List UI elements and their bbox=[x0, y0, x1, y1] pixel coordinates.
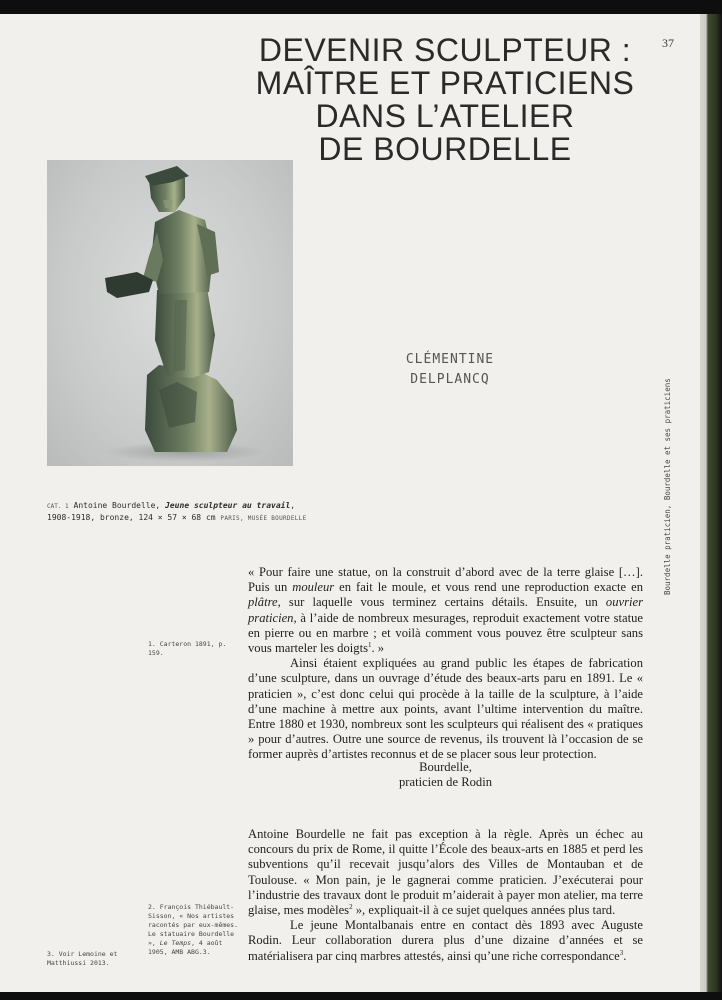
footnote-2-text: 2. François Thiébault-Sisson, « Nos artistes racontés par eux-mêmes. Le statuaire Bourdelle », bbox=[148, 903, 239, 947]
author-name bbox=[380, 350, 520, 390]
body-paragraph: Ainsi étaient expliquées au grand public les étapes de fabrication d’une sculpture, dans un ouvrage d’étude des beaux-arts paru en 1891. Le « praticien », c’est donc celui qui procède à la taille de la sculpture, à l’aide d’une machine à mettre aux points, avant l’ultime intervention du maître. Entre 1880 et 1930, nombreux sont les sculpteurs qui réalisent des « pratiques » pour d’autres. Outre une source de revenus, ils trouvent là l’occasion de se former auprès d’artistes reconnus et de se placer sous leur protection. bbox=[248, 656, 643, 762]
section-heading bbox=[248, 760, 643, 790]
figure-caption bbox=[47, 500, 307, 524]
text-run-italic: plâtre bbox=[248, 595, 278, 610]
section-heading-line: Bourdelle, bbox=[419, 760, 472, 774]
section-text bbox=[248, 827, 643, 964]
footnote-ref: 3 bbox=[619, 948, 624, 957]
intro-text bbox=[248, 565, 643, 763]
text-run-italic: ouvrier praticien bbox=[248, 595, 643, 625]
footnote-ref: 2 bbox=[349, 902, 353, 911]
text-run: . bbox=[623, 948, 627, 963]
title-line: MAÎTRE ET PRATICIENS bbox=[255, 65, 635, 101]
text-run: « Pour faire une statue, on la construit d’abord avec de la terre glaise […]. Puis un bbox=[248, 565, 643, 595]
page-edge-binding bbox=[700, 14, 722, 992]
author-line: CLÉMENTINE bbox=[405, 352, 495, 367]
article-title bbox=[245, 34, 645, 166]
body-paragraph bbox=[248, 827, 643, 918]
caption-work-title: Jeune sculpteur au travail bbox=[165, 501, 291, 510]
text-run: , sur laquelle vous terminez certains détails. Ensuite, un bbox=[277, 595, 606, 610]
footnote-1: 1. Carteron 1891, p. 159. bbox=[148, 640, 227, 657]
title-line: DE BOURDELLE bbox=[318, 131, 572, 167]
quote-paragraph bbox=[248, 565, 643, 656]
running-head: Bourdelle praticien, Bourdelle et ses praticiens bbox=[663, 378, 672, 595]
footnote-2 bbox=[148, 903, 244, 957]
footnote-2-journal: Le Temps bbox=[159, 939, 192, 947]
text-run: , à l’aide de nombreux mesurages, reproduit exactement votre statue en pierre ou en marbre ; et voilà comment vous pouvez être sculpteur sans vous marteler les doigts bbox=[248, 610, 643, 656]
text-run: en fait le moule, et vous rend une reproduction exacte en bbox=[334, 580, 643, 595]
title-line: DEVENIR SCULPTEUR : bbox=[258, 32, 632, 68]
title-line: DANS L’ATELIER bbox=[315, 98, 575, 134]
bronze-statue-illustration bbox=[47, 160, 293, 466]
footnote-ref: 1 bbox=[367, 640, 372, 649]
caption-artist: Antoine Bourdelle, bbox=[73, 501, 161, 510]
text-run: . » bbox=[371, 641, 385, 656]
caption-credit: PARIS, MUSÉE BOURDELLE bbox=[220, 515, 307, 522]
author-line: DELPLANCQ bbox=[410, 372, 490, 387]
footnote-3: 3. Voir Lemoine et Matthiussi 2013. bbox=[47, 950, 118, 967]
sculpture-photo bbox=[47, 160, 293, 466]
footnote-2-post: , 4 août 1905, AMB ABG.3. bbox=[148, 939, 223, 956]
text-run: Antoine Bourdelle ne fait pas exception à la règle. Après un échec au concours du prix de Rome, il quitte l’École des beaux-arts en 1885 et perd les subventions qu’il recevait jusqu’alors des Villes de Montauban et de Toulouse. « Mon pain, je le gagnerai comme praticien. J’exécuterai pour l’industrie des travaux dont le produit m’aiderait à payer mon atelier, ma terre glaise, mes modèles bbox=[248, 827, 643, 918]
caption-details: , 1908-1918, bronze, 124 × 57 × 68 cm bbox=[47, 501, 296, 522]
text-run: Le jeune Montalbanais entre en contact dès 1893 avec Auguste Rodin. Leur collaboration durera plus d’une dizaine d’années et se matérialisera par cinq marbres attestés, ainsi qu’une riche correspondance bbox=[248, 918, 643, 963]
text-run: », expliquait-il à ce sujet quelques années plus tard. bbox=[352, 903, 616, 918]
page-number: 37 bbox=[662, 36, 674, 50]
catalog-number: CAT. 1 bbox=[47, 503, 69, 510]
text-run-italic: mouleur bbox=[292, 580, 335, 595]
body-paragraph bbox=[248, 918, 643, 964]
section-heading-line: praticien de Rodin bbox=[398, 775, 493, 790]
